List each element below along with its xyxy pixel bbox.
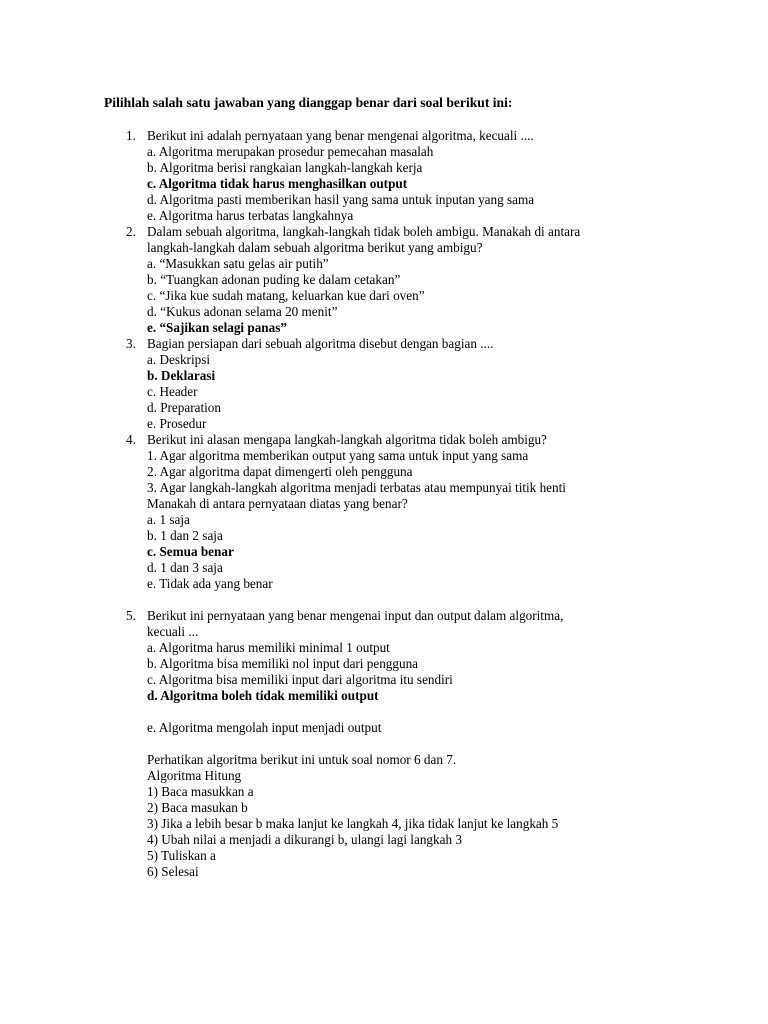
question-3: [0, 336, 768, 352]
option-text: b. “Tuangkan adonan puding ke dalam cetakan”: [147, 272, 401, 287]
option-text: c. Semua benar: [147, 544, 234, 559]
question-text: Bagian persiapan dari sebuah algoritma disebut dengan bagian ....: [147, 336, 494, 351]
option-text: a. 1 saja: [147, 512, 190, 527]
option-b: [0, 272, 768, 288]
step-text: 4) Ubah nilai a menjadi a dikurangi b, ulangi lagi langkah 3: [147, 832, 462, 847]
option-text: a. Algoritma merupakan prosedur pemecahan masalah: [147, 144, 434, 159]
spacer: [0, 704, 768, 720]
statement-text: 3. Agar langkah-langkah algoritma menjadi terbatas atau mempunyai titik henti: [147, 480, 566, 495]
option-d: [0, 304, 768, 320]
option-text: e. Algoritma mengolah input menjadi output: [147, 720, 382, 735]
question-number: 5.: [126, 608, 136, 623]
algorithm-step: [0, 800, 768, 816]
question-number: 2.: [126, 224, 136, 239]
algorithm-step: [0, 864, 768, 880]
option-text: d. 1 dan 3 saja: [147, 560, 223, 575]
question-number: 4.: [126, 432, 136, 447]
option-text: e. Tidak ada yang benar: [147, 576, 273, 591]
option-text: c. Header: [147, 384, 198, 399]
option-text: c. “Jika kue sudah matang, keluarkan kue dari oven”: [147, 288, 425, 303]
prompt-text: Manakah di antara pernyataan diatas yang benar?: [147, 496, 408, 511]
option-text: c. Algoritma tidak harus menghasilkan output: [147, 176, 408, 191]
option-e: [0, 416, 768, 432]
option-d-correct: [0, 688, 768, 704]
question-text: Berikut ini adalah pernyataan yang benar mengenai algoritma, kecuali ....: [147, 128, 534, 143]
option-a: [0, 640, 768, 656]
statement-1: [0, 448, 768, 464]
spacer: [0, 592, 768, 608]
question-number: 1.: [126, 128, 136, 143]
algorithm-step: [0, 848, 768, 864]
question-text: Dalam sebuah algoritma, langkah-langkah tidak boleh ambigu. Manakah di antara: [147, 224, 581, 239]
option-e: [0, 576, 768, 592]
statement-3: [0, 480, 768, 496]
question-5-continued: [0, 624, 768, 640]
question-text: Berikut ini alasan mengapa langkah-langkah algoritma tidak boleh ambigu?: [147, 432, 547, 447]
option-e: [0, 208, 768, 224]
option-text: a. “Masukkan satu gelas air putih”: [147, 256, 329, 271]
option-e-correct: [0, 320, 768, 336]
question-text: langkah-langkah dalam sebuah algoritma berikut yang ambigu?: [147, 240, 483, 255]
question-prompt: [0, 496, 768, 512]
option-b: [0, 528, 768, 544]
option-text: c. Algoritma bisa memiliki input dari algoritma itu sendiri: [147, 672, 453, 687]
instruction-heading: Pilihlah salah satu jawaban yang dianggap benar dari soal berikut ini:: [104, 95, 513, 110]
option-text: e. “Sajikan selagi panas”: [147, 320, 287, 335]
question-text: Berikut ini pernyataan yang benar mengenai input dan output dalam algoritma,: [147, 608, 564, 623]
question-4: [0, 432, 768, 448]
option-text: b. Algoritma berisi rangkaian langkah-langkah kerja: [147, 160, 423, 175]
option-text: e. Algoritma harus terbatas langkahnya: [147, 208, 354, 223]
title-text: Algoritma Hitung: [147, 768, 242, 783]
step-text: 2) Baca masukan b: [147, 800, 248, 815]
step-text: 3) Jika a lebih besar b maka lanjut ke langkah 4, jika tidak lanjut ke langkah 5: [147, 816, 559, 831]
question-list: [0, 128, 768, 880]
statement-text: 2. Agar algoritma dapat dimengerti oleh pengguna: [147, 464, 413, 479]
option-text: d. Algoritma boleh tidak memiliki output: [147, 688, 379, 703]
algorithm-step: [0, 816, 768, 832]
step-text: 5) Tuliskan a: [147, 848, 216, 863]
question-1: [0, 128, 768, 144]
option-b-correct: [0, 368, 768, 384]
option-c: [0, 288, 768, 304]
option-text: d. Preparation: [147, 400, 221, 415]
option-a: [0, 144, 768, 160]
algorithm-step: [0, 784, 768, 800]
algorithm-title: [0, 768, 768, 784]
option-c-correct: [0, 544, 768, 560]
option-c-correct: [0, 176, 768, 192]
question-number: 3.: [126, 336, 136, 351]
statement-text: 1. Agar algoritma memberikan output yang sama untuk input yang sama: [147, 448, 529, 463]
option-b: [0, 160, 768, 176]
option-text: a. Deskripsi: [147, 352, 210, 367]
question-text: kecuali ...: [147, 624, 199, 639]
option-b: [0, 656, 768, 672]
option-text: b. Algoritma bisa memiliki nol input dari pengguna: [147, 656, 419, 671]
option-d: [0, 192, 768, 208]
option-text: d. “Kukus adonan selama 20 menit”: [147, 304, 338, 319]
algorithm-step: [0, 832, 768, 848]
option-a: [0, 512, 768, 528]
option-c: [0, 672, 768, 688]
option-text: e. Prosedur: [147, 416, 207, 431]
step-text: 6) Selesai: [147, 864, 199, 879]
question-2-continued: [0, 240, 768, 256]
step-text: 1) Baca masukkan a: [147, 784, 254, 799]
option-a: [0, 256, 768, 272]
question-2: [0, 224, 768, 240]
option-c: [0, 384, 768, 400]
option-text: a. Algoritma harus memiliki minimal 1 output: [147, 640, 390, 655]
option-d: [0, 400, 768, 416]
option-text: b. Deklarasi: [147, 368, 216, 383]
spacer: [0, 736, 768, 752]
option-a: [0, 352, 768, 368]
algorithm-intro: [0, 752, 768, 768]
option-d: [0, 560, 768, 576]
option-text: b. 1 dan 2 saja: [147, 528, 223, 543]
statement-2: [0, 464, 768, 480]
option-text: d. Algoritma pasti memberikan hasil yang sama untuk inputan yang sama: [147, 192, 535, 207]
option-e: [0, 720, 768, 736]
question-5: [0, 608, 768, 624]
intro-text: Perhatikan algoritma berikut ini untuk soal nomor 6 dan 7.: [147, 752, 457, 767]
